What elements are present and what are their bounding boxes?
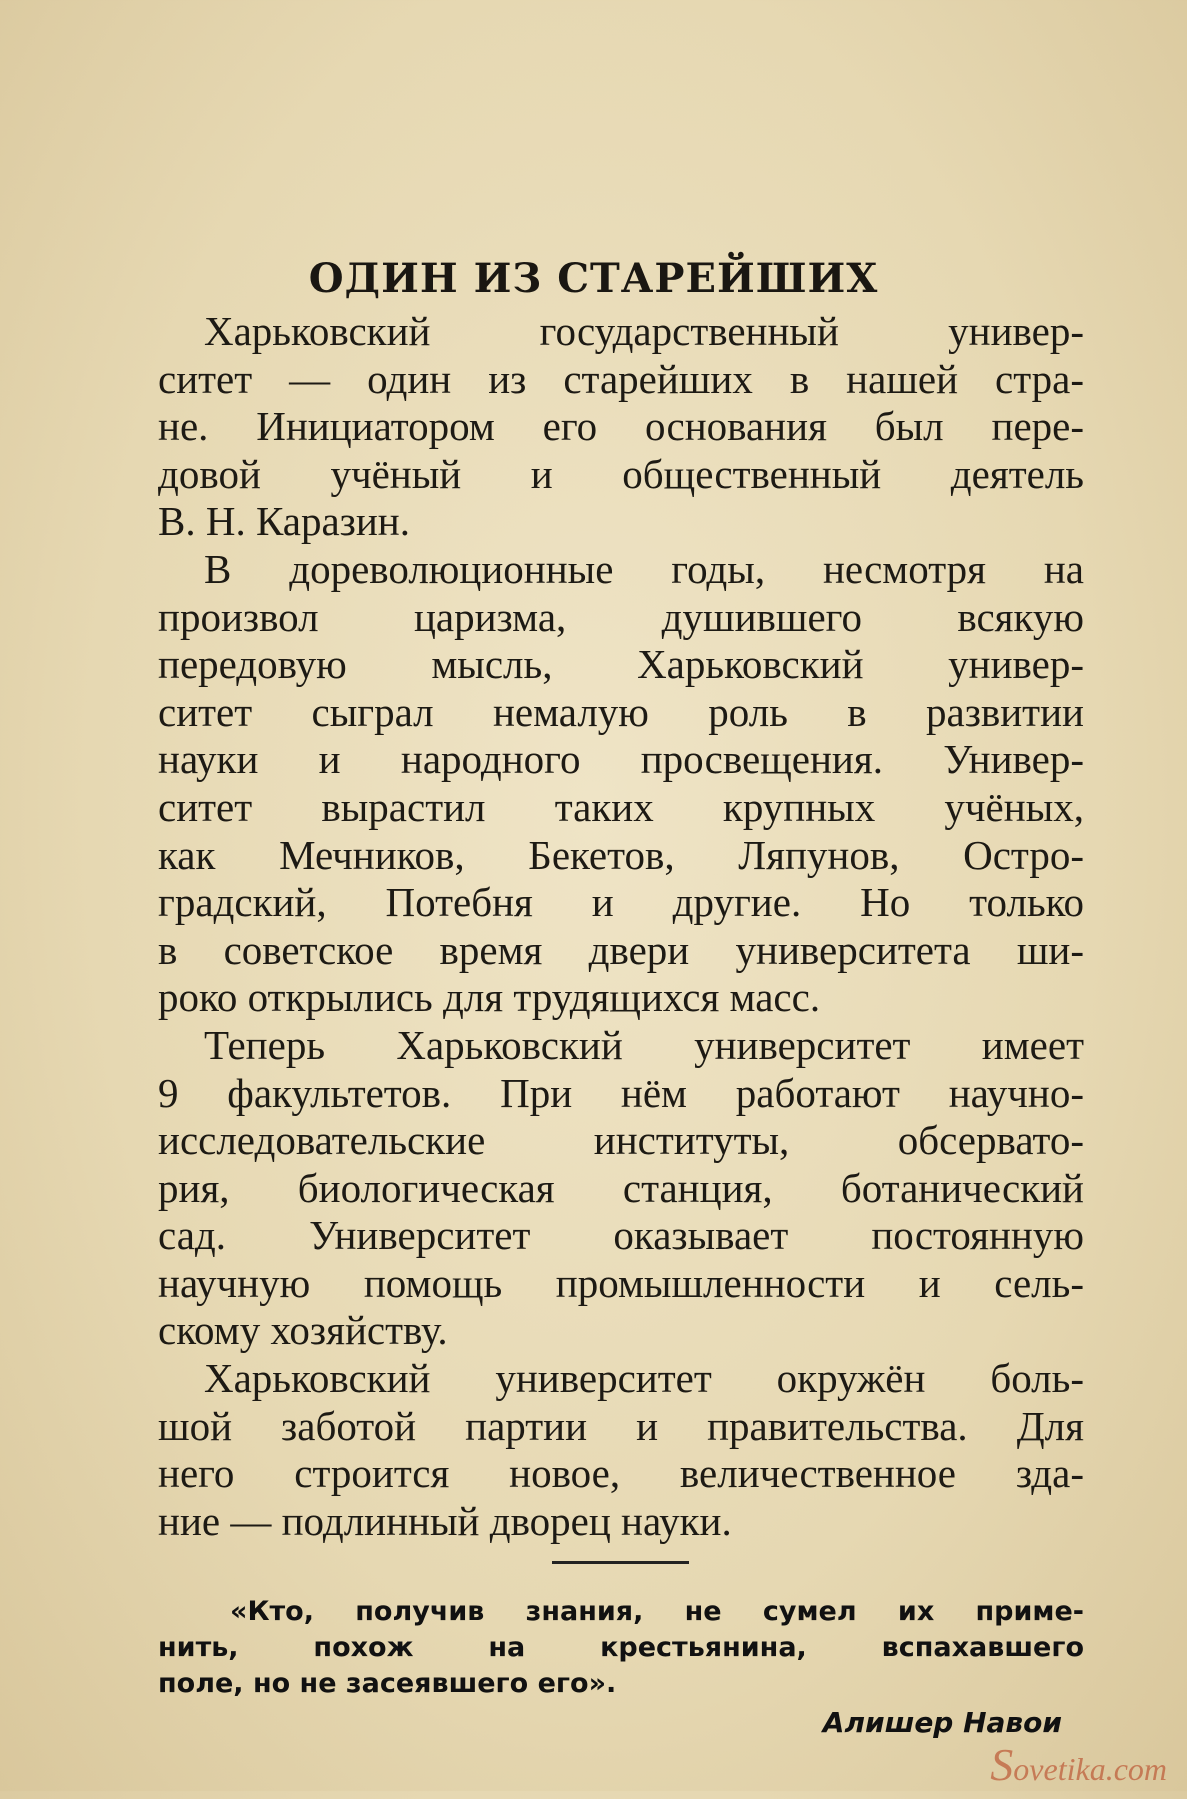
text-line: В. Н. Каразин. (158, 498, 410, 545)
quote-author: Алишер Навои (822, 1706, 1062, 1739)
article-title: ОДИН ИЗ СТАРЕЙШИХ (308, 255, 879, 302)
watermark-logo (990, 1739, 1167, 1790)
paragraph (158, 308, 1084, 546)
paragraph (158, 1355, 1084, 1545)
text-line: ситет — один из старейших в нашей стра- (158, 355, 1084, 402)
text-line: науки и народного просвещения. Универ- (158, 736, 1084, 783)
quote-line: поле, но не засеявшего его». (158, 1668, 617, 1699)
text-line: произвол царизма, душившего всякую (158, 593, 1084, 640)
paragraph (158, 1022, 1084, 1355)
text-line: не. Инициатором его основания был пере- (158, 403, 1084, 450)
article-body (158, 308, 1084, 1545)
text-line: ние — подлинный дворец науки. (158, 1497, 732, 1544)
quote-line: нить, похож на крестьянина, вспахавшего (158, 1632, 1084, 1663)
text-line: Харьковский университет окружён боль- (204, 1355, 1084, 1402)
text-line: него строится новое, величественное зда- (158, 1450, 1084, 1497)
quote-line: «Кто, получив знания, не сумел их приме- (230, 1596, 1084, 1627)
text-line: ситет сыграл немалую роль в развитии (158, 688, 1084, 735)
text-line: исследовательские институты, обсервато- (158, 1117, 1084, 1164)
text-line: ситет вырастил таких крупных учёных, (158, 783, 1084, 830)
text-line: скому хозяйству. (158, 1307, 448, 1354)
text-line: довой учёный и общественный деятель (158, 450, 1084, 497)
text-line: сад. Университет оказывает постоянную (158, 1212, 1084, 1259)
text-line: как Мечников, Бекетов, Ляпунов, Остро- (158, 831, 1084, 878)
text-line: градский, Потебня и другие. Но только (158, 879, 1084, 926)
text-line: Харьковский государственный универ- (204, 308, 1084, 354)
text-line: рия, биологическая станция, ботанический (158, 1164, 1084, 1211)
watermark-initial: S (990, 1739, 1014, 1790)
text-line: В дореволюционные годы, несмотря на (204, 545, 1084, 592)
text-line: Теперь Харьковский университет имеет (204, 1021, 1084, 1068)
separator-line (552, 1561, 689, 1564)
text-line: шой заботой партии и правительства. Для (158, 1402, 1084, 1449)
text-line: научную помощь промышленности и сель- (158, 1259, 1084, 1306)
paragraph (158, 546, 1084, 1022)
watermark-text: ovetika.com (1013, 1751, 1167, 1787)
epigraph-quote (158, 1594, 1084, 1702)
text-line: в советское время двери университета ши- (158, 926, 1084, 973)
text-line: передовую мысль, Харьковский универ- (158, 641, 1084, 688)
text-line: роко открылись для трудящихся масс. (158, 974, 821, 1021)
text-line: 9 факультетов. При нём работают научно- (158, 1069, 1084, 1116)
